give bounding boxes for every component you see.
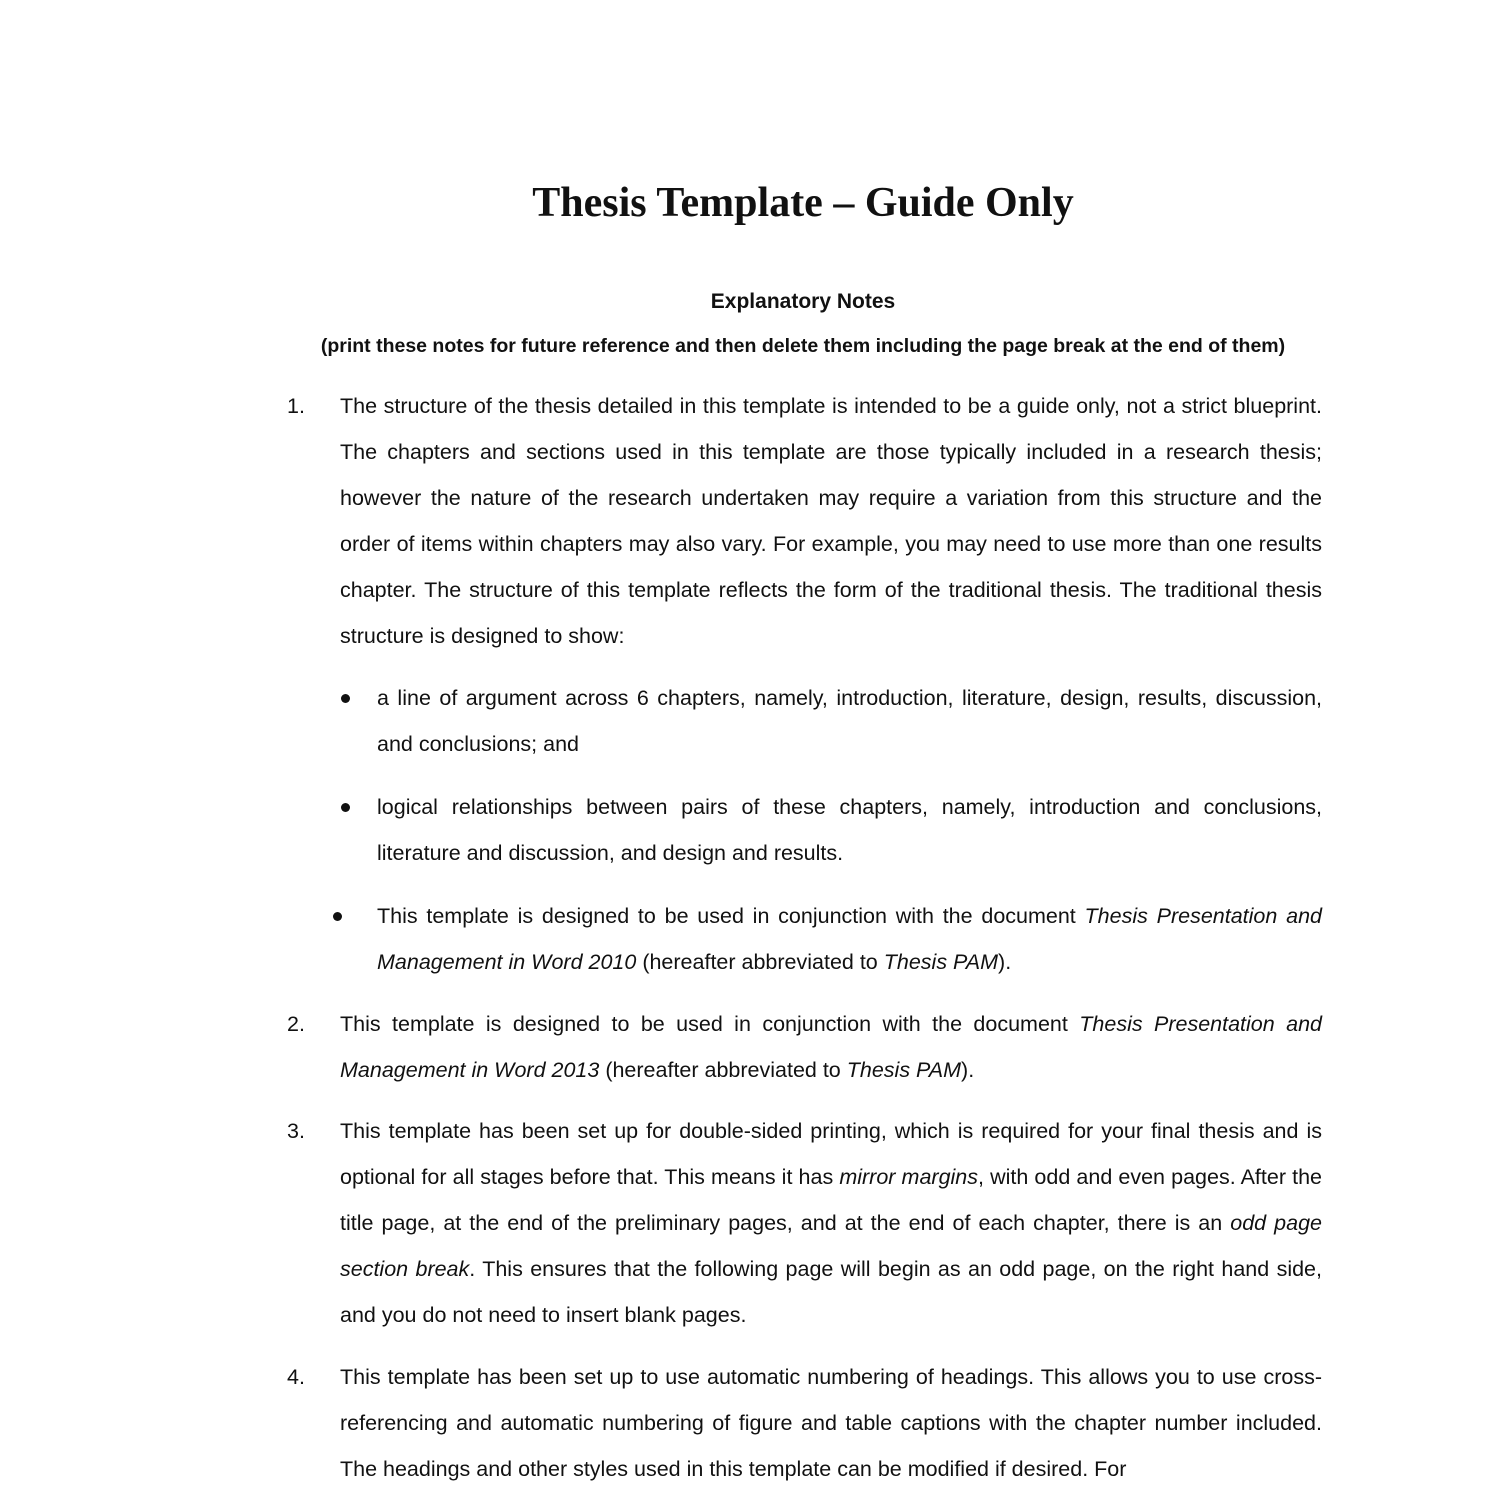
text-run: This template is designed to be used in conjunction with the document	[340, 1012, 1080, 1036]
print-instruction: (print these notes for future reference and then delete them including the page break at the end of them)	[320, 335, 1286, 357]
bullet-icon	[341, 694, 350, 703]
emphasis: mirror margins	[839, 1165, 979, 1189]
text-run: . This ensures that the following page will begin as an odd page, on the right hand side, and you do not need to insert blank pages.	[340, 1257, 1322, 1327]
bullet-item-text: a line of argument across 6 chapters, namely, introduction, literature, design, results, discussion, and conclusions; and	[377, 686, 1322, 756]
list-item-text	[340, 1001, 1322, 1093]
list-number: 1.	[287, 394, 305, 418]
list-number: 2.	[287, 1012, 305, 1036]
section-heading: Explanatory Notes	[710, 290, 896, 313]
text-run: (hereafter abbreviated to	[599, 1058, 847, 1082]
bullet-item-text: logical relationships between pairs of these chapters, namely, introduction and conclusions, literature and discussion, and design and results.	[377, 795, 1322, 865]
list-number: 3.	[287, 1119, 305, 1143]
text-run: This template has been set up for double-sided printing, which is required for your final thesis and is optional for all stages before that. This means it has	[340, 1119, 1322, 1189]
emphasis: odd page section break	[340, 1211, 1322, 1281]
document-reference: Thesis Presentation and Management in Word 2010	[377, 904, 1322, 974]
document-title: Thesis Template – Guide Only	[532, 180, 1074, 226]
text-run: , with odd and even pages. After the title page, at the end of the preliminary pages, and at the end of each chapter, there is an	[340, 1165, 1322, 1235]
text-run: (hereafter abbreviated to	[636, 950, 884, 974]
text-run: ).	[998, 950, 1012, 974]
bullet-item-text	[377, 893, 1322, 985]
text-run: This template is designed to be used in conjunction with the document	[377, 904, 1085, 928]
document-reference: Thesis Presentation and Management in Word 2013	[340, 1012, 1322, 1082]
abbreviation: Thesis PAM	[846, 1058, 962, 1082]
text-run: ).	[961, 1058, 975, 1082]
list-item-text	[340, 1108, 1322, 1338]
list-item-text: This template has been set up to use automatic numbering of headings. This allows you to use cross-referencing and automatic numbering of figure and table captions with the chapter number included. The headings and other styles used in this template can be modified if desired. For	[340, 1365, 1322, 1481]
bullet-icon	[333, 912, 342, 921]
bullet-icon	[341, 803, 350, 812]
abbreviation: Thesis PAM	[883, 950, 999, 974]
list-item-text: The structure of the thesis detailed in this template is intended to be a guide only, not a strict blueprint. The chapters and sections used in this template are those typically included in a research thesis; however the nature of the research undertaken may require a variation from this structure and the order of items within chapters may also vary. For example, you may need to use more than one results chapter. The structure of this template reflects the form of the traditional thesis. The traditional thesis structure is designed to show:	[340, 394, 1322, 648]
list-number: 4.	[287, 1365, 305, 1389]
